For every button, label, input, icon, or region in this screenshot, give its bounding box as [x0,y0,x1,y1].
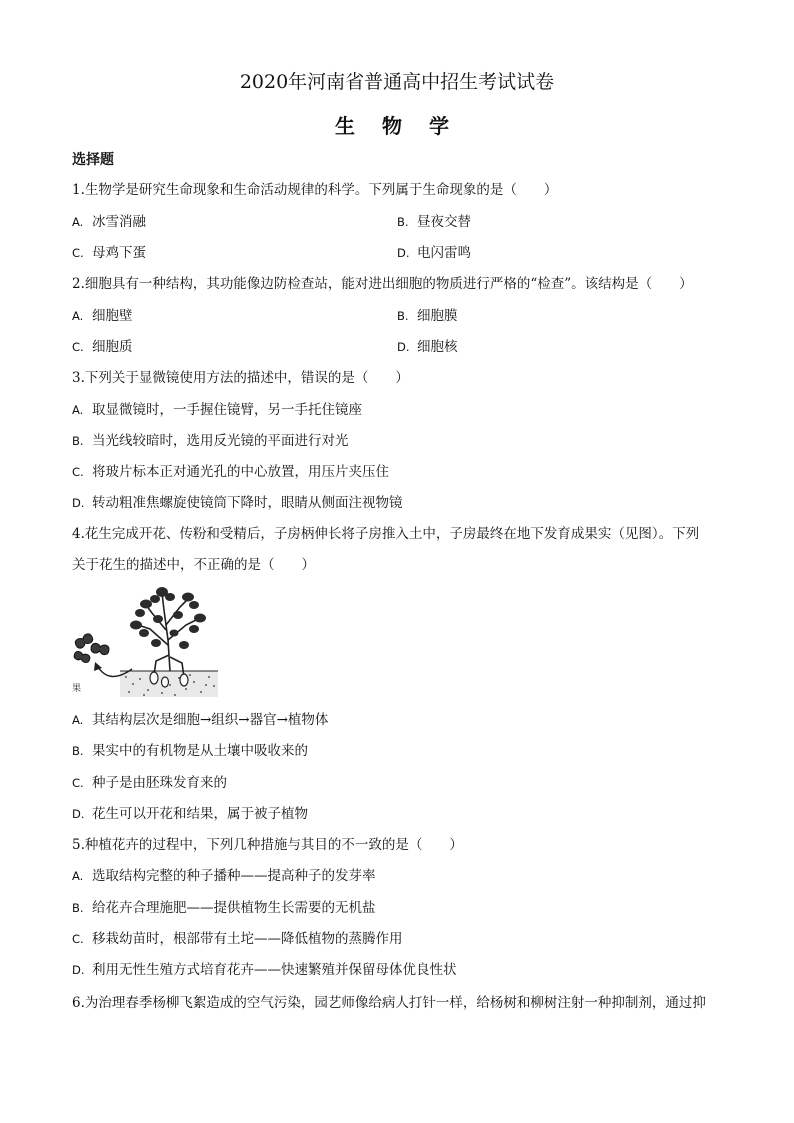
question-5-stem: 5.种植花卉的过程中，下列几种措施与其目的不一致的是（ ） [72,837,463,853]
q4-option-d: D. 花生可以开花和结果，属于被子植物 [72,806,308,822]
q1-option-a: A. 冰雪消融 [72,214,146,230]
q1-option-d: D. 电闪雷鸣 [397,245,471,261]
figure-label: 果 [72,684,82,694]
question-2-stem: 2.细胞具有一种结构，其功能像边防检查站，能对进出细胞的物质进行严格的“检查”。该结构是（ ） [72,276,693,292]
question-4-stem-line-2: 关于花生的描述中，不正确的是（ ） [72,557,315,573]
q3-option-d: D. 转动粗准焦螺旋使镜筒下降时，眼睛从侧面注视物镜 [72,495,403,511]
q4-option-b: B. 果实中的有机物是从土壤中吸收来的 [72,743,308,759]
question-1-stem: 1.生物学是研究生命现象和生命活动规律的科学。下列属于生命现象的是（ ） [72,182,558,198]
q5-option-a: A. 选取结构完整的种子播种——提高种子的发芽率 [72,868,376,884]
subject-title: 生 物 学 [335,114,459,138]
question-3-stem: 3.下列关于显微镜使用方法的描述中，错误的是（ ） [72,370,409,386]
q5-option-b: B. 给花卉合理施肥——提供植物生长需要的无机盐 [72,900,376,916]
q2-option-a: A. 细胞壁 [72,308,133,324]
peanut-pods [73,632,110,663]
q5-option-d: D. 利用无性生殖方式培育花卉——快速繁殖并保留母体优良性状 [72,962,457,978]
exam-title: 2020年河南省普通高中招生考试试卷 [239,71,555,93]
q3-option-b: B. 当光线较暗时，选用反光镜的平面进行对光 [72,433,349,449]
question-6-stem: 6.为治理春季杨柳飞絮造成的空气污染，园艺师像给病人打针一样，给杨树和柳树注射一种抑制剂，通过抑 [72,995,706,1011]
soil-illustration [120,671,218,697]
q4-option-a: A. 其结构层次是细胞→组织→器官→植物体 [72,712,329,728]
q1-option-c: C. 母鸡下蛋 [72,245,146,261]
q2-option-b: B. 细胞膜 [397,308,458,324]
question-4-stem-line-1: 4.花生完成开花、传粉和受精后，子房柄伸长将子房推入土中，子房最终在地下发育成果实（见图）。下列 [72,526,700,542]
q4-option-c: C. 种子是由胚珠发育来的 [72,775,227,791]
q2-option-c: C. 细胞质 [72,339,133,355]
q3-option-a: A. 取显微镜时，一手握住镜臂，另一手托住镜座 [72,402,362,418]
section-heading: 选择题 [72,152,114,168]
q3-option-c: C. 将玻片标本正对通光孔的中心放置，用压片夹压住 [72,464,389,480]
q2-option-d: D. 细胞核 [397,339,458,355]
peanut-plant-figure [70,585,220,704]
q1-option-b: B. 昼夜交替 [397,214,471,230]
q5-option-c: C. 移栽幼苗时，根部带有土坨——降低植物的蒸腾作用 [72,931,403,947]
